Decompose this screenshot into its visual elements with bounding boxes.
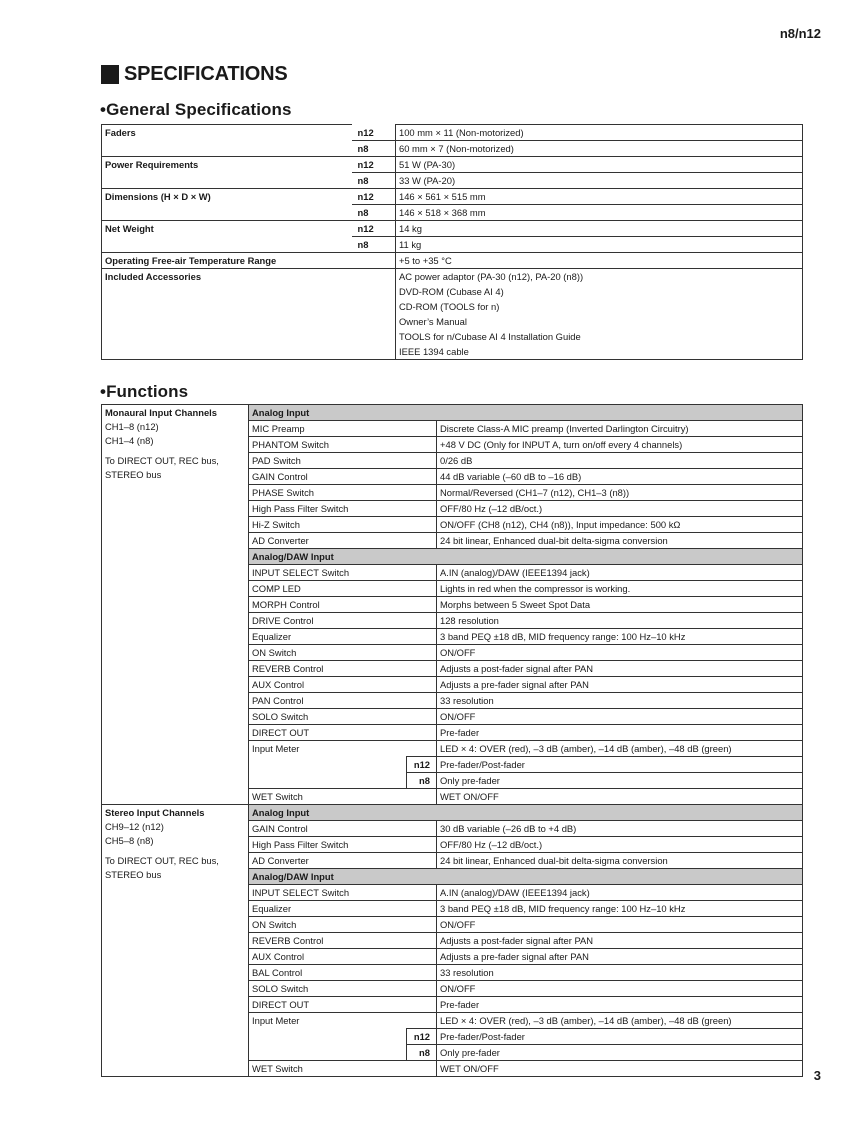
functions-table (101, 404, 803, 1077)
feature-model: n8 (407, 1045, 437, 1061)
spec-value: 60 mm × 7 (Non-motorized) (396, 141, 803, 157)
model-blank (407, 741, 437, 757)
spec-value: 14 kg (396, 221, 803, 237)
feature-model: n12 (407, 1029, 437, 1045)
feature-value: Adjusts a post-fader signal after PAN (437, 661, 803, 677)
feature-name: REVERB Control (249, 933, 437, 949)
feature-value: A.IN (analog)/DAW (IEEE1394 jack) (437, 885, 803, 901)
feature-value: Pre-fader (437, 725, 803, 741)
spec-value: Owner’s Manual (396, 314, 803, 329)
spec-row (102, 157, 803, 173)
feature-value: ON/OFF (437, 981, 803, 997)
spec-value: IEEE 1394 cable (396, 344, 803, 360)
feature-name: AUX Control (249, 949, 437, 965)
feature-value: 0/26 dB (437, 453, 803, 469)
feature-name: DIRECT OUT (249, 725, 437, 741)
feature-value: 3 band PEQ ±18 dB, MID frequency range: 100 Hz–10 kHz (437, 901, 803, 917)
feature-name: High Pass Filter Switch (249, 837, 437, 853)
spec-value: 33 W (PA-20) (396, 173, 803, 189)
feature-name: REVERB Control (249, 661, 437, 677)
bullet-icon: • (100, 100, 107, 119)
feature-name: WET Switch (249, 789, 437, 805)
feature-value: Adjusts a post-fader signal after PAN (437, 933, 803, 949)
feature-value: LED × 4: OVER (red), –3 dB (amber), –14 dB (amber), –48 dB (green) (437, 741, 803, 757)
spec-model (352, 269, 396, 285)
feature-name: BAL Control (249, 965, 437, 981)
feature-sub-value: Only pre-fader (437, 1045, 803, 1061)
spec-row (102, 189, 803, 205)
spec-value: 146 × 561 × 515 mm (396, 189, 803, 205)
spec-value: 100 mm × 11 (Non-motorized) (396, 125, 803, 141)
spec-value: DVD-ROM (Cubase AI 4) (396, 284, 803, 299)
feature-name: DIRECT OUT (249, 997, 437, 1013)
channel-group-cell (102, 805, 249, 1077)
feature-model: n12 (407, 757, 437, 773)
page-title (101, 63, 288, 86)
feature-name: Hi-Z Switch (249, 517, 437, 533)
spec-model (352, 314, 396, 329)
feature-value: 33 resolution (437, 693, 803, 709)
section-name: Analog Input (249, 405, 803, 421)
feature-name: ON Switch (249, 645, 437, 661)
channel-range: CH5–8 (n8) (105, 835, 154, 846)
spec-model: n8 (352, 173, 396, 189)
feature-value: 24 bit linear, Enhanced dual-bit delta-sigma conversion (437, 533, 803, 549)
feature-name: PAN Control (249, 693, 437, 709)
section-row (102, 805, 803, 821)
spec-label: Dimensions (H × D × W) (102, 189, 352, 221)
channel-group-title: Monaural Input Channels (105, 407, 217, 418)
feature-name: GAIN Control (249, 469, 437, 485)
spec-value: TOOLS for n/Cubase AI 4 Installation Guide (396, 329, 803, 344)
spec-row (102, 125, 803, 141)
feature-value: A.IN (analog)/DAW (IEEE1394 jack) (437, 565, 803, 581)
feature-name: AD Converter (249, 533, 437, 549)
feature-name: DRIVE Control (249, 613, 437, 629)
feature-value: Pre-fader (437, 997, 803, 1013)
general-spec-table (101, 124, 803, 360)
feature-value: 24 bit linear, Enhanced dual-bit delta-sigma conversion (437, 853, 803, 869)
feature-sub-value: Pre-fader/Post-fader (437, 757, 803, 773)
spec-model (352, 299, 396, 314)
feature-name: SOLO Switch (249, 981, 437, 997)
channel-routing: To DIRECT OUT, REC bus, (105, 455, 219, 466)
spec-row (102, 269, 803, 285)
feature-value: 128 resolution (437, 613, 803, 629)
spec-model: n8 (352, 205, 396, 221)
channel-routing: STEREO bus (105, 869, 162, 880)
feature-name: INPUT SELECT Switch (249, 565, 437, 581)
feature-name: Input Meter (249, 1013, 407, 1061)
feature-value: Adjusts a pre-fader signal after PAN (437, 677, 803, 693)
page-title-text: SPECIFICATIONS (124, 63, 288, 85)
section-name: Analog/DAW Input (249, 869, 803, 885)
feature-value: 33 resolution (437, 965, 803, 981)
spec-model (352, 344, 396, 360)
feature-name: Input Meter (249, 741, 407, 789)
spec-model (352, 253, 396, 269)
channel-range: CH1–8 (n12) (105, 421, 159, 432)
spec-value: +5 to +35 °C (396, 253, 803, 269)
section-name: Analog/DAW Input (249, 549, 803, 565)
feature-name: ON Switch (249, 917, 437, 933)
feature-value: +48 V DC (Only for INPUT A, turn on/off every 4 channels) (437, 437, 803, 453)
feature-value: 44 dB variable (–60 dB to –16 dB) (437, 469, 803, 485)
spec-model: n12 (352, 221, 396, 237)
functions-heading (100, 382, 188, 402)
feature-name: MORPH Control (249, 597, 437, 613)
page-number: 3 (813, 1068, 821, 1083)
feature-value: 3 band PEQ ±18 dB, MID frequency range: 100 Hz–10 kHz (437, 629, 803, 645)
feature-sub-value: Only pre-fader (437, 773, 803, 789)
feature-value: OFF/80 Hz (–12 dB/oct.) (437, 837, 803, 853)
spec-row (102, 253, 803, 269)
feature-name: PAD Switch (249, 453, 437, 469)
spec-value: 11 kg (396, 237, 803, 253)
spec-model: n8 (352, 141, 396, 157)
section-name: Analog Input (249, 805, 803, 821)
spec-model: n12 (352, 157, 396, 173)
spec-row (102, 221, 803, 237)
feature-value: ON/OFF (437, 709, 803, 725)
feature-name: INPUT SELECT Switch (249, 885, 437, 901)
feature-name: Equalizer (249, 629, 437, 645)
spec-label: Operating Free-air Temperature Range (102, 253, 352, 269)
feature-value: Adjusts a pre-fader signal after PAN (437, 949, 803, 965)
feature-name: Equalizer (249, 901, 437, 917)
feature-name: AUX Control (249, 677, 437, 693)
general-heading-text: General Specifications (106, 100, 292, 119)
spec-label: Power Requirements (102, 157, 352, 189)
feature-value: ON/OFF (437, 645, 803, 661)
feature-name: SOLO Switch (249, 709, 437, 725)
spec-model: n12 (352, 189, 396, 205)
feature-name: High Pass Filter Switch (249, 501, 437, 517)
feature-value: WET ON/OFF (437, 789, 803, 805)
spec-value: 51 W (PA-30) (396, 157, 803, 173)
functions-heading-text: Functions (106, 382, 189, 401)
section-row (102, 405, 803, 421)
feature-name: MIC Preamp (249, 421, 437, 437)
feature-sub-value: Pre-fader/Post-fader (437, 1029, 803, 1045)
spec-label: Faders (102, 125, 352, 157)
feature-value: Lights in red when the compressor is working. (437, 581, 803, 597)
feature-value: Morphs between 5 Sweet Spot Data (437, 597, 803, 613)
feature-name: AD Converter (249, 853, 437, 869)
feature-value: WET ON/OFF (437, 1061, 803, 1077)
spec-model (352, 284, 396, 299)
feature-model: n8 (407, 773, 437, 789)
feature-value: Normal/Reversed (CH1–7 (n12), CH1–3 (n8)) (437, 485, 803, 501)
feature-name: PHANTOM Switch (249, 437, 437, 453)
spec-model: n12 (352, 125, 396, 141)
spec-label: Included Accessories (102, 269, 352, 360)
spec-model (352, 329, 396, 344)
spec-value: CD-ROM (TOOLS for n) (396, 299, 803, 314)
feature-value: 30 dB variable (–26 dB to +4 dB) (437, 821, 803, 837)
general-heading (100, 100, 292, 120)
feature-name: PHASE Switch (249, 485, 437, 501)
channel-routing: STEREO bus (105, 469, 162, 480)
channel-routing: To DIRECT OUT, REC bus, (105, 855, 219, 866)
model-header: n8/n12 (779, 26, 821, 41)
feature-value: ON/OFF (437, 917, 803, 933)
channel-group-title: Stereo Input Channels (105, 807, 205, 818)
channel-group-cell (102, 405, 249, 805)
model-blank (407, 1013, 437, 1029)
feature-name: COMP LED (249, 581, 437, 597)
feature-name: WET Switch (249, 1061, 437, 1077)
feature-value: Discrete Class-A MIC preamp (Inverted Darlington Circuitry) (437, 421, 803, 437)
channel-range: CH1–4 (n8) (105, 435, 154, 446)
bullet-icon: • (100, 382, 107, 401)
feature-value: OFF/80 Hz (–12 dB/oct.) (437, 501, 803, 517)
channel-range: CH9–12 (n12) (105, 821, 164, 832)
title-square-icon (101, 65, 119, 84)
feature-value: ON/OFF (CH8 (n12), CH4 (n8)), Input impedance: 500 kΩ (437, 517, 803, 533)
spec-value: AC power adaptor (PA-30 (n12), PA-20 (n8)) (396, 269, 803, 285)
spec-model: n8 (352, 237, 396, 253)
spec-label: Net Weight (102, 221, 352, 253)
spec-value: 146 × 518 × 368 mm (396, 205, 803, 221)
feature-name: GAIN Control (249, 821, 437, 837)
feature-value: LED × 4: OVER (red), –3 dB (amber), –14 dB (amber), –48 dB (green) (437, 1013, 803, 1029)
